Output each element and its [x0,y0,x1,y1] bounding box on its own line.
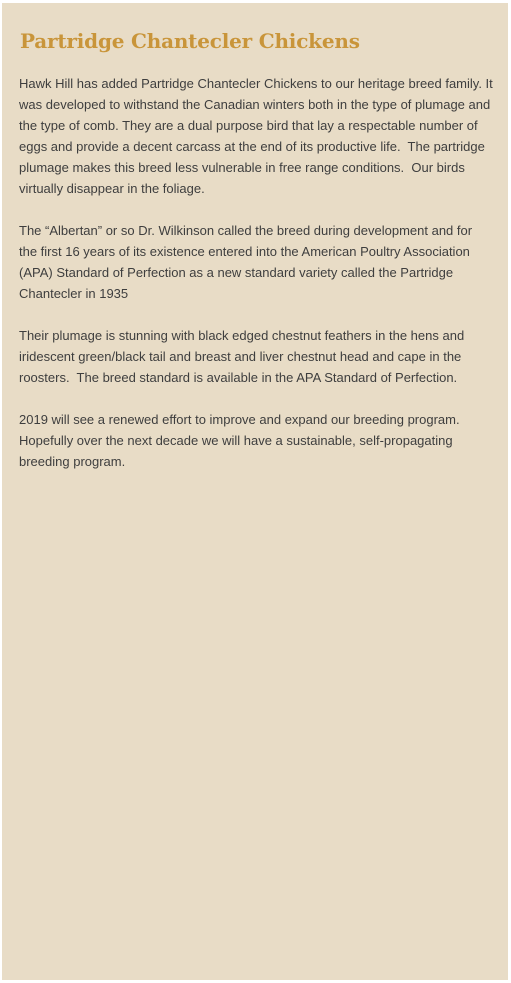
page-title: Partridge Chantecler Chickens [20,29,360,53]
article-body [19,73,497,493]
content-panel [2,3,508,980]
paragraph-history: The “Albertan” or so Dr. Wilkinson called the breed during development and for the first 16 years of its existence entered into the American Poultry Association (APA) Standard of Perfection as a new standard variety called the Partridge Chantecler in 1935 [19,223,476,301]
paragraph-plumage: Their plumage is stunning with black edged chestnut feathers in the hens and iridescent green/black tail and breast and liver chestnut head and cape in the roosters. The breed standard is available in the APA Standard of Perfection. [19,328,468,385]
paragraph-breeding-program: 2019 will see a renewed effort to improve and expand our breeding program. Hopefully over the next decade we will have a sustainable, self-propagating breeding program. [19,412,464,469]
paragraph-intro: Hawk Hill has added Partridge Chantecler Chickens to our heritage breed family. It was developed to withstand the Canadian winters both in the type of plumage and the type of comb. They are a dual purpose bird that lay a respectable number of eggs and provide a decent carcass at the end of its productive life. The partridge plumage makes this breed less vulnerable in free range conditions. Our birds virtually disappear in the foliage. [19,76,497,196]
